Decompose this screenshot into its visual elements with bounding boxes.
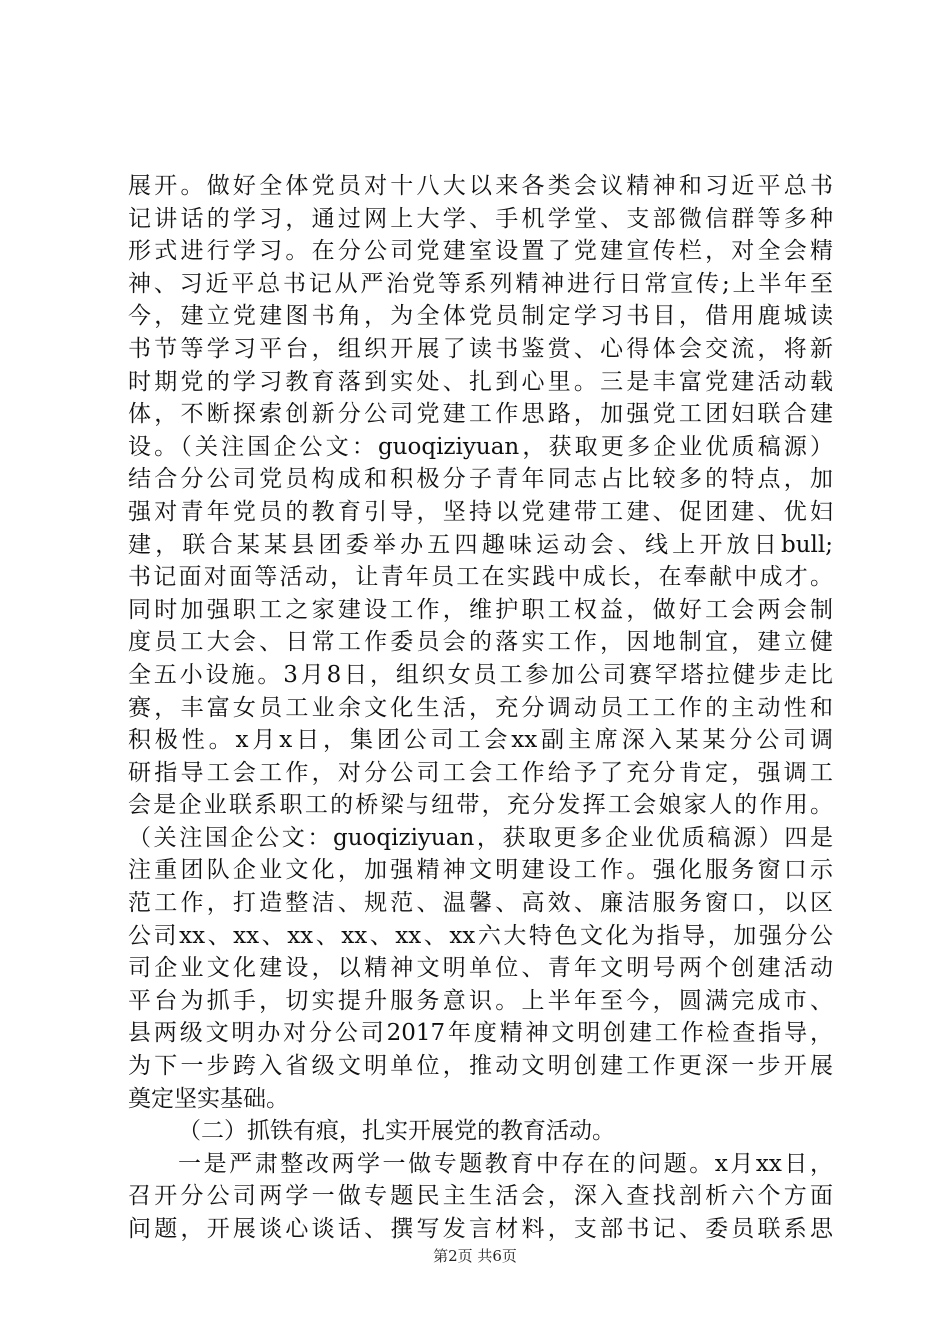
text-line: 今，建立党建图书角，为全体党员制定学习书目，借用鹿城读 xyxy=(128,303,833,330)
text-line: 范工作，打造整洁、规范、温馨、高效、廉洁服务窗口，以区 xyxy=(128,890,833,917)
text-line: 积极性。x月x日，集团公司工会xx副主席深入某某分公司调 xyxy=(128,727,833,754)
document-body xyxy=(128,170,833,1246)
text-line: 书节等学习平台，组织开展了读书鉴赏、心得体会交流，将新 xyxy=(128,335,833,362)
text-line: 奠定坚实基础。 xyxy=(128,1085,289,1112)
text-line: 同时加强职工之家建设工作，维护职工权益，做好工会两会制 xyxy=(128,596,833,623)
text-line: 一是严肃整改两学一做专题教育中存在的问题。x月xx日， xyxy=(178,1150,833,1177)
text-line: 注重团队企业文化，加强精神文明建设工作。强化服务窗口示 xyxy=(128,857,833,884)
text-line: 强对青年党员的教育引导，坚持以党建带工建、促团建、优妇 xyxy=(128,498,833,525)
text-line: 问题，开展谈心谈话、撰写发言材料，支部书记、委员联系思 xyxy=(128,1216,833,1242)
section-heading: （二）抓铁有痕，扎实开展党的教育活动。 xyxy=(178,1118,615,1145)
text-line: 神、习近平总书记从严治党等系列精神进行日常宣传;上半年至 xyxy=(128,270,833,297)
text-line: 县两级文明办对分公司2017年度精神文明创建工作检查指导， xyxy=(128,1020,833,1047)
text-line: 体，不断探索创新分公司党建工作思路，加强党工团妇联合建 xyxy=(128,401,833,428)
text-line: 研指导工会工作，对分公司工会工作给予了充分肯定，强调工 xyxy=(128,759,833,786)
text-line: 时期党的学习教育落到实处、扎到心里。三是丰富党建活动载 xyxy=(128,368,833,395)
text-line: 平台为抓手，切实提升服务意识。上半年至今，圆满完成市、 xyxy=(128,987,833,1014)
text-line: 书记面对面等活动，让青年员工在实践中成长，在奉献中成才。 xyxy=(128,564,833,591)
text-line: 展开。做好全体党员对十八大以来各类会议精神和习近平总书 xyxy=(128,173,833,199)
text-line: 记讲话的学习，通过网上大学、手机学堂、支部微信群等多种 xyxy=(128,205,833,232)
text-line: 司企业文化建设，以精神文明单位、青年文明号两个创建活动 xyxy=(128,955,833,982)
text-line: 公司xx、xx、xx、xx、xx、xx六大特色文化为指导，加强分公 xyxy=(128,922,833,949)
text-line: 召开分公司两学一做专题民主生活会，深入查找剖析六个方面 xyxy=(128,1183,833,1210)
text-line: 会是企业联系职工的桥梁与纽带，充分发挥工会娘家人的作用。 xyxy=(128,792,833,819)
text-line: 赛，丰富女员工业余文化生活，充分调动员工工作的主动性和 xyxy=(128,694,833,721)
text-line: 建，联合某某县团委举办五四趣味运动会、线上开放日bull; xyxy=(128,531,833,558)
text-line: 全五小设施。3月8日，组织女员工参加公司赛罕塔拉健步走比 xyxy=(128,661,833,688)
text-line: （关注国企公文：guoqiziyuan，获取更多企业优质稿源）四是 xyxy=(128,824,833,851)
page-number-footer: 第2页 共6页 xyxy=(433,1247,517,1265)
text-line: 设。（关注国企公文：guoqiziyuan，获取更多企业优质稿源） xyxy=(128,433,833,460)
text-line: 形式进行学习。在分公司党建室设置了党建宣传栏，对全会精 xyxy=(128,238,833,265)
text-line: 结合分公司党员构成和积极分子青年同志占比较多的特点，加 xyxy=(128,466,833,493)
text-line: 度员工大会、日常工作委员会的落实工作，因地制宜，建立健 xyxy=(128,629,833,656)
text-line: 为下一步跨入省级文明单位，推动文明创建工作更深一步开展 xyxy=(128,1053,833,1080)
